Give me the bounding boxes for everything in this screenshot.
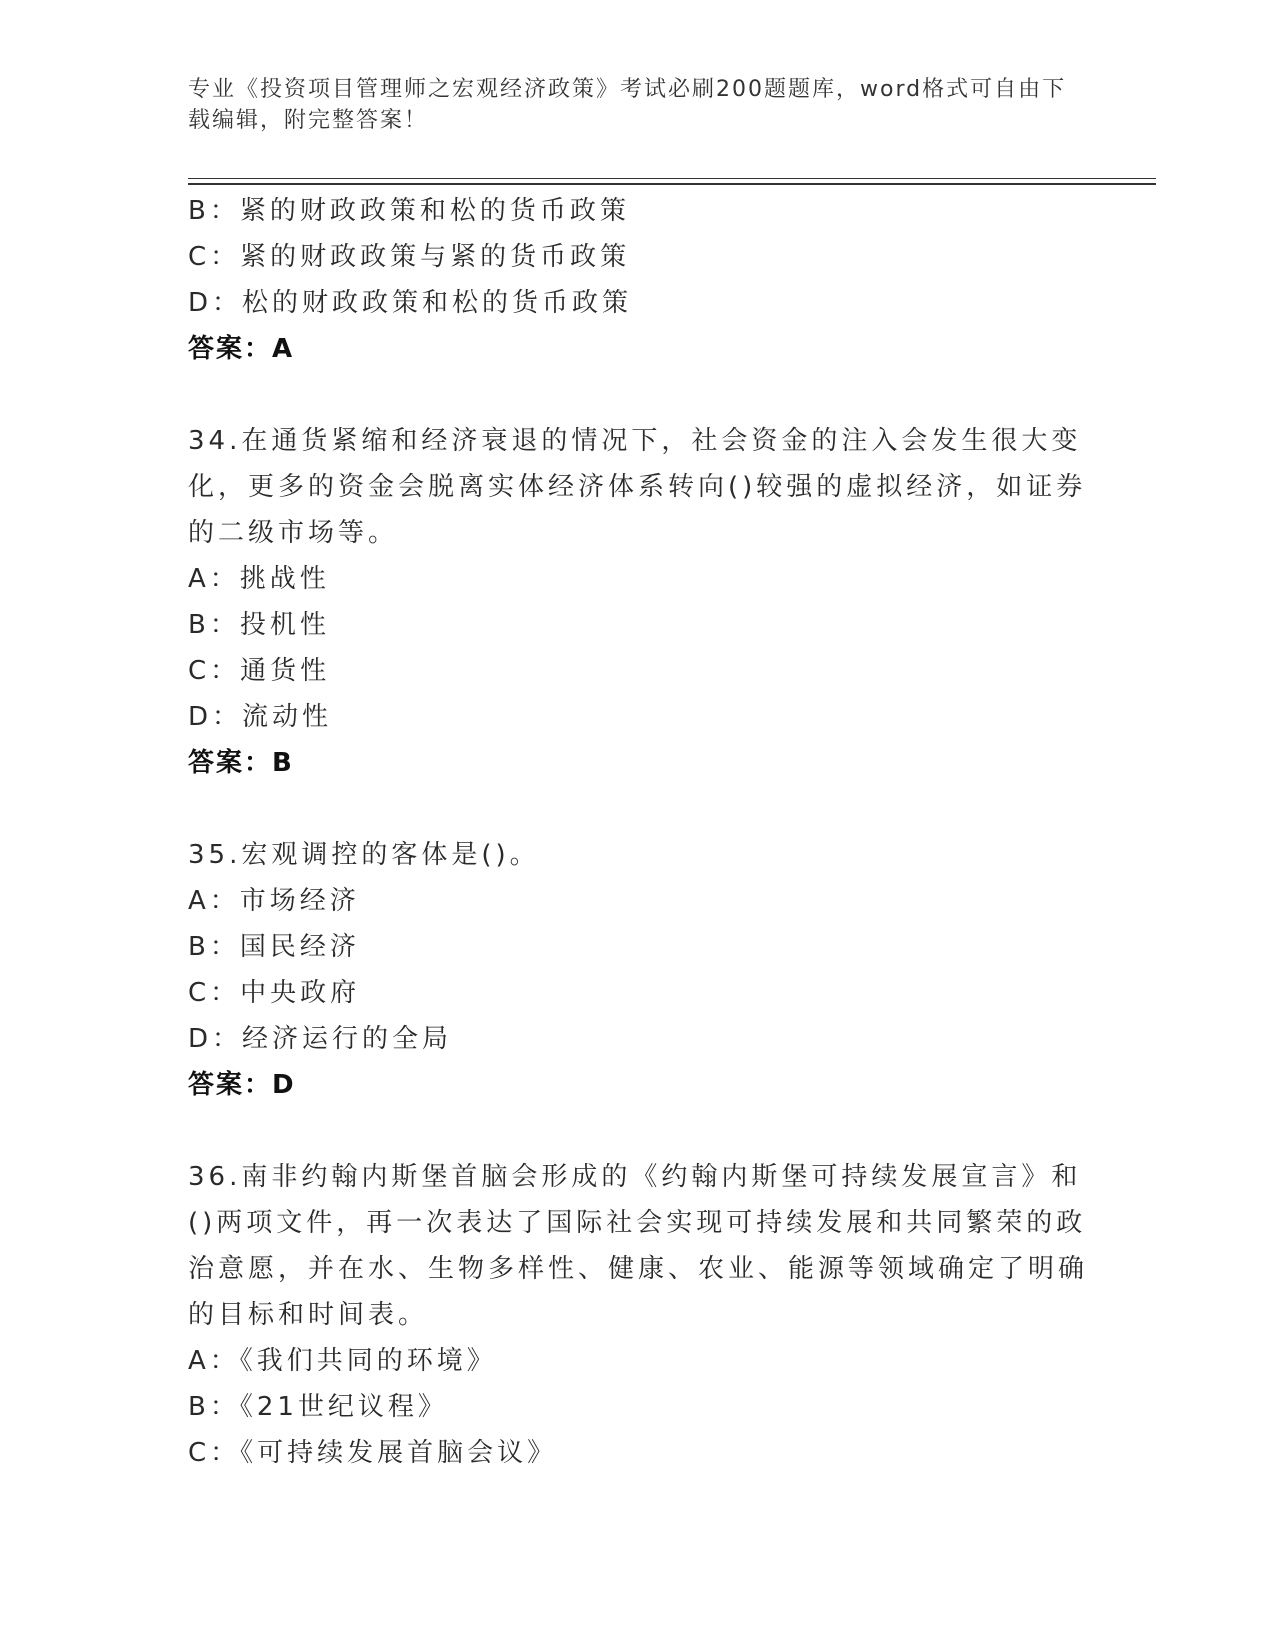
option-b: B：国民经济 xyxy=(188,932,360,962)
question-stem: 35.宏观调控的客体是()。 xyxy=(188,840,540,870)
answer-line: 答案：D xyxy=(188,1070,296,1100)
question-33 xyxy=(188,188,1088,372)
question-stem: 34.在通货紧缩和经济衰退的情况下，社会资金的注入会发生很大变化，更多的资金会脱离实体经济体系转向()较强的虚拟经济，如证券的二级市场等。 xyxy=(188,426,1087,548)
question-36 xyxy=(188,1154,1088,1476)
question-list xyxy=(188,188,1088,1476)
question-34 xyxy=(188,418,1088,786)
option-d: D：经济运行的全局 xyxy=(188,1024,453,1054)
spacer xyxy=(188,372,1088,418)
option-d: D：流动性 xyxy=(188,702,333,732)
option-c: C：《可持续发展首脑会议》 xyxy=(188,1438,558,1468)
option-c: C：通货性 xyxy=(188,656,331,686)
option-a: A：挑战性 xyxy=(188,564,330,594)
question-35 xyxy=(188,832,1088,1108)
header-rule-thin xyxy=(188,178,1156,179)
question-stem: 36.南非约翰内斯堡首脑会形成的《约翰内斯堡可持续发展宣言》和()两项文件，再一次表达了国际社会实现可持续发展和共同繁荣的政治意愿，并在水、生物多样性、健康、农业、能源等领域确定了明确的目标和时间表。 xyxy=(188,1162,1089,1330)
option-a: A：《我们共同的环境》 xyxy=(188,1346,497,1376)
answer-line: 答案：B xyxy=(188,748,294,778)
option-b: B：《21世纪议程》 xyxy=(188,1392,448,1422)
option-a: A：市场经济 xyxy=(188,886,360,916)
spacer xyxy=(188,1108,1088,1154)
option-c: C：紧的财政政策与紧的货币政策 xyxy=(188,242,631,272)
option-c: C：中央政府 xyxy=(188,978,361,1008)
spacer xyxy=(188,786,1088,832)
option-b: B：紧的财政政策和松的货币政策 xyxy=(188,196,630,226)
document-header: 专业《投资项目管理师之宏观经济政策》考试必刷200题题库，word格式可自由下载编辑，附完整答案！ xyxy=(188,77,1067,133)
answer-line: 答案：A xyxy=(188,334,295,364)
option-b: B：投机性 xyxy=(188,610,330,640)
header-rule-thick xyxy=(188,183,1156,185)
option-d: D：松的财政政策和松的货币政策 xyxy=(188,288,633,318)
